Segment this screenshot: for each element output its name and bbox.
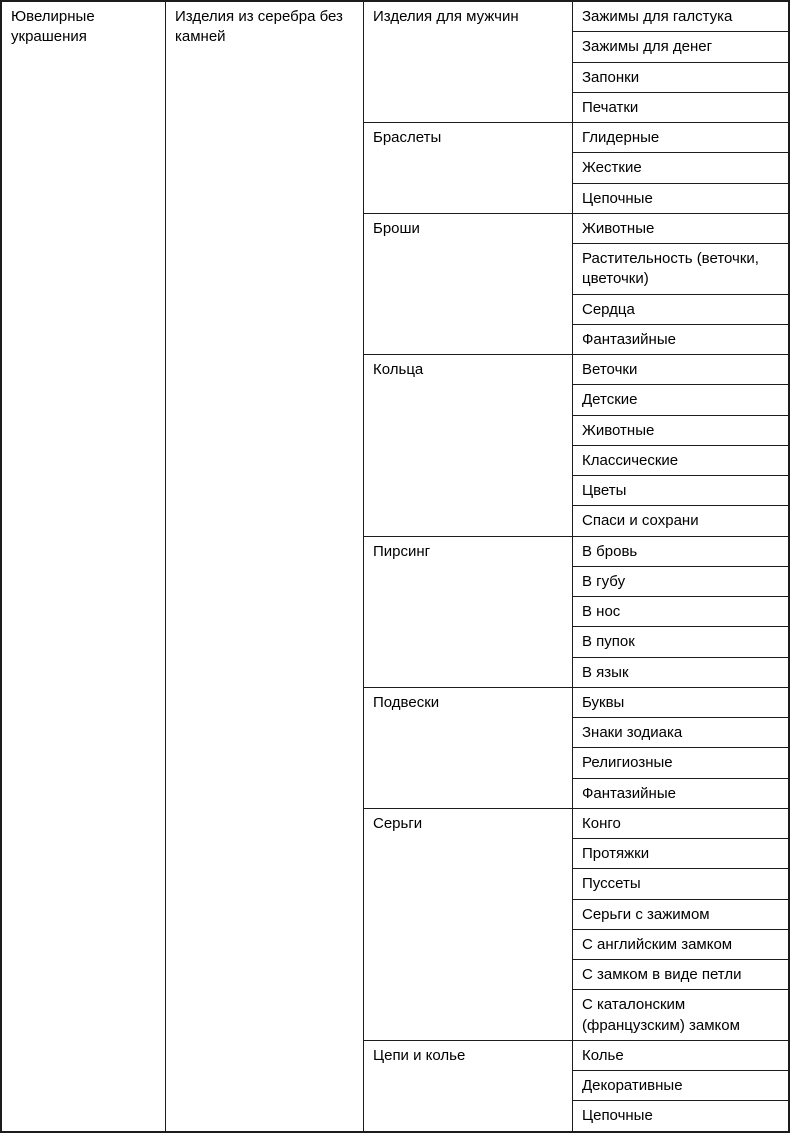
item-cell: Глидерные [573, 123, 790, 153]
group-label-cell: Кольца [364, 355, 573, 537]
item-cell: С каталонским (французским) замком [573, 990, 790, 1041]
item-cell: В язык [573, 657, 790, 687]
item-cell: Религиозные [573, 748, 790, 778]
group-label-cell: Подвески [364, 687, 573, 808]
item-cell: Серьги с зажимом [573, 899, 790, 929]
item-cell: Конго [573, 808, 790, 838]
item-cell: В пупок [573, 627, 790, 657]
item-cell: Знаки зодиака [573, 718, 790, 748]
item-cell: Фантазийные [573, 324, 790, 354]
group-label-cell: Браслеты [364, 123, 573, 214]
group-label-cell: Серьги [364, 808, 573, 1040]
item-cell: В бровь [573, 536, 790, 566]
item-cell: Декоративные [573, 1071, 790, 1101]
table-row [1, 1, 789, 32]
level1-category-cell: Ювелирные украшения [1, 1, 166, 1132]
item-cell: Сердца [573, 294, 790, 324]
item-cell: Зажимы для галстука [573, 1, 790, 32]
item-cell: Детские [573, 385, 790, 415]
item-cell: Цепочные [573, 1101, 790, 1132]
level2-category-cell: Изделия из серебра без камней [166, 1, 364, 1132]
item-cell: Животные [573, 415, 790, 445]
group-label-cell: Цепи и колье [364, 1040, 573, 1131]
item-cell: В губу [573, 566, 790, 596]
item-cell: Буквы [573, 687, 790, 717]
item-cell: С замком в виде петли [573, 960, 790, 990]
item-cell: Веточки [573, 355, 790, 385]
item-cell: Спаси и сохрани [573, 506, 790, 536]
item-cell: Колье [573, 1040, 790, 1070]
item-cell: Жесткие [573, 153, 790, 183]
table-body [1, 1, 789, 1132]
item-cell: Фантазийные [573, 778, 790, 808]
group-label-cell: Броши [364, 213, 573, 354]
item-cell: Печатки [573, 92, 790, 122]
item-cell: В нос [573, 597, 790, 627]
item-cell: Пуссеты [573, 869, 790, 899]
item-cell: Животные [573, 213, 790, 243]
item-cell: Цветы [573, 476, 790, 506]
item-cell: Протяжки [573, 839, 790, 869]
item-cell: Классические [573, 445, 790, 475]
group-label-cell: Изделия для мужчин [364, 1, 573, 123]
item-cell: Зажимы для денег [573, 32, 790, 62]
item-cell: Цепочные [573, 183, 790, 213]
item-cell: Растительность (веточки, цветочки) [573, 244, 790, 295]
item-cell: С английским замком [573, 929, 790, 959]
group-label-cell: Пирсинг [364, 536, 573, 687]
item-cell: Запонки [573, 62, 790, 92]
